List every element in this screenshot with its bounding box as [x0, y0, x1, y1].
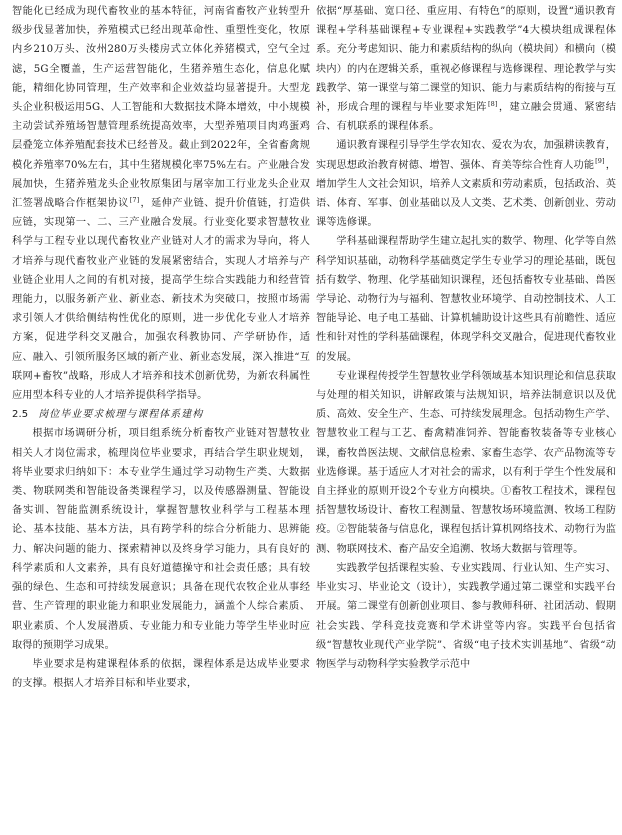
body-paragraph: 毕业要求是构建课程体系的依据，课程体系是达成毕业要求的支撑。根据人才培养目标和毕业要求， — [12, 658, 310, 690]
paragraph-text: ，增加学生人文社会知识，培养人文素质和劳动素质，包括政治、英语、体育、军事、创业基础以及人文类、艺术类、创新创业、劳动课等选修课。 — [316, 159, 616, 229]
section-title: 岗位毕业要求梳理与课程体系建构 — [38, 409, 204, 421]
body-paragraph — [316, 2, 616, 136]
paragraph-text: ，延伸产业链、提升价值链，打造供应链，实现第一、二、三产业融合发展。行业变化要求智慧牧业科学与工程专业以现代畜牧业产业链对人才的需求为导向，将人才培养与现代畜牧业产业链的发展紧密结合，实现人才培养与产业链企业用人之间的有机对接，提高学生综合实践能力和经营管理能力，以服务新产业、新业态、新技术为突破口，按照市场需求引领人才供给侧结构性优化的原则，进一步优化专业人才培养方案，促进学科交叉融合，加强农科教协同、产学研协作，适应、融入、引领所服务区域的新产业、新业态发展，深入推进“互联网+畜牧”战略，形成人才培养和技术创新优势，为新农科属性应用型本科专业的人才培养提供科学指导。 — [12, 198, 310, 402]
left-column — [12, 2, 310, 693]
body-paragraph: 实践教学包括课程实验、专业实践周、行业认知、生产实习、毕业实习、毕业论文（设计），实践教学通过第二课堂和实践平台开展。第二课堂有创新创业项目、参与教师科研、社团活动、假期社会实践、学科竞技竞赛和学术讲堂等内容。实践平台包括省级“智慧牧业现代产业学院”、省级“电子技术实训基地”、省级“动物医学与动物科学实验教学示范中 — [316, 562, 616, 670]
paragraph-text: 依据“厚基础、宽口径、重应用、有特色”的原则，设置“通识教育课程+学科基础课程+专业课程+实践教学”4大模块组成课程体系。充分考虑知识、能力和素质结构的纵向（模块间）和横向（模块内）的内在逻辑关系，重视必修课程与选修课程、理论教学与实践教学、第一课堂与第二课堂的知识、能力与素质结构的衔接与互补，形成合理的课程与毕业要求矩阵 — [316, 6, 616, 114]
body-paragraph — [316, 136, 616, 232]
right-column — [316, 2, 616, 674]
body-paragraph: 根据市场调研分析，项目组系统分析畜牧产业链对智慧牧业相关人才岗位需求，梳理岗位毕业要求，再结合学生职业规划，将毕业要求归纳如下：本专业学生通过学习动物生产类、大数据类、物联网类和智能设备类课程学习，以及传感器测量、智能设备实训、智能监测系统设计，掌握智慧牧业科学与工程基本理论、基本技能、基本方法，具有跨学科的综合分析能力、思辨能力、解决问题的能力、探索精神以及终身学习能力，具有良好的科学素质和人文素养，具有良好道德操守和社会责任感；具有较强的绿色、生态和可持续发展意识；具备在现代农牧企业从事经营、生产管理的职业能力和职业发展能力，涵盖个人综合素质、职业素质、个人发展潜质、专业能力和专业能力等学生毕业时应取得的预期学习成果。 — [12, 428, 310, 651]
body-paragraph — [12, 2, 310, 405]
paragraph-text: 智能化已经成为现代畜牧业的基本特征，河南省畜牧产业转型升级步伐显著加快，养殖模式已经出现革命性、重塑性变化，牧原内乡210万头、汝州280万头楼房式立体化养猪模式，空气全过滤，5G全覆盖，生产运营智能化，生猪养殖生态化，信息化赋能，精细化协同管理，生产效率和企业效益均显著提升。大型龙头企业积极运用5G、人工智能和大数据技术降本增效，中小规模主动尝试养殖场智慧管理系统提高效率，大型养殖项目肉鸡蛋鸡层叠笼立体养殖配套技术已经普及。截止到2022年，全省畜禽规模化养殖率70%左右，其中生猪规模化率75%左右。产业融合发展加快，生猪养殖龙头企业牧原集团与屠宰加工行业龙头企业双汇签署战略合作框架协议 — [12, 6, 310, 210]
citation-ref: [7] — [129, 195, 140, 204]
citation-ref: [8] — [487, 99, 498, 108]
paragraph-text: 通识教育课程引导学生学农知农、爱农为农，加强耕读教育，实现思想政治教育树德、增智、强体、育美等综合性育人功能 — [316, 140, 616, 171]
section-heading — [12, 405, 310, 424]
body-paragraph: 专业课程传授学生智慧牧业学科领域基本知识理论和信息获取与处理的相关知识，讲解政策与法规知识，培养法制意识以及优质、高效、安全生产、生态、可持续发展理念。包括动物生产学、智慧牧业工程与工艺、畜禽精准饲养、智能畜牧装备等专业核心课，畜牧兽医法规、文献信息检索、家畜生态学、农产品物流等专业选修课。基于适应人才对社会的需求，以有利于学生个性发展和自主择业的原则开设2个专业方向模块。①畜牧工程技术，课程包括智慧牧场设计、畜牧工程测量、智慧牧场环境监测、牧场工程防疫。②智能装备与信息化，课程包括计算机网络技术、动物行为监测、物联网技术、畜产品安全追溯、牧场大数据与管理等。 — [316, 370, 616, 555]
body-paragraph: 学科基础课程帮助学生建立起扎实的数学、物理、化学等自然科学知识基础，动物科学基础奠定学生专业学习的理论基础，既包括有数学、物理、化学基础知识课程，还包括畜牧专业基础、兽医学导论、动物行为与福利、智慧牧业环境学、自动控制技术、人工智能导论、电子电工基础、计算机辅助设计这些具有前瞻性、适应性和针对性的学科基础课程，体现学科交叉融合，促进现代畜牧业的发展。 — [316, 236, 616, 363]
citation-ref: [9] — [595, 157, 605, 166]
paragraph-text: ，建立融会贯通、紧密结合、有机联系的课程体系。 — [316, 102, 616, 133]
section-number: 2.5 — [12, 409, 29, 421]
